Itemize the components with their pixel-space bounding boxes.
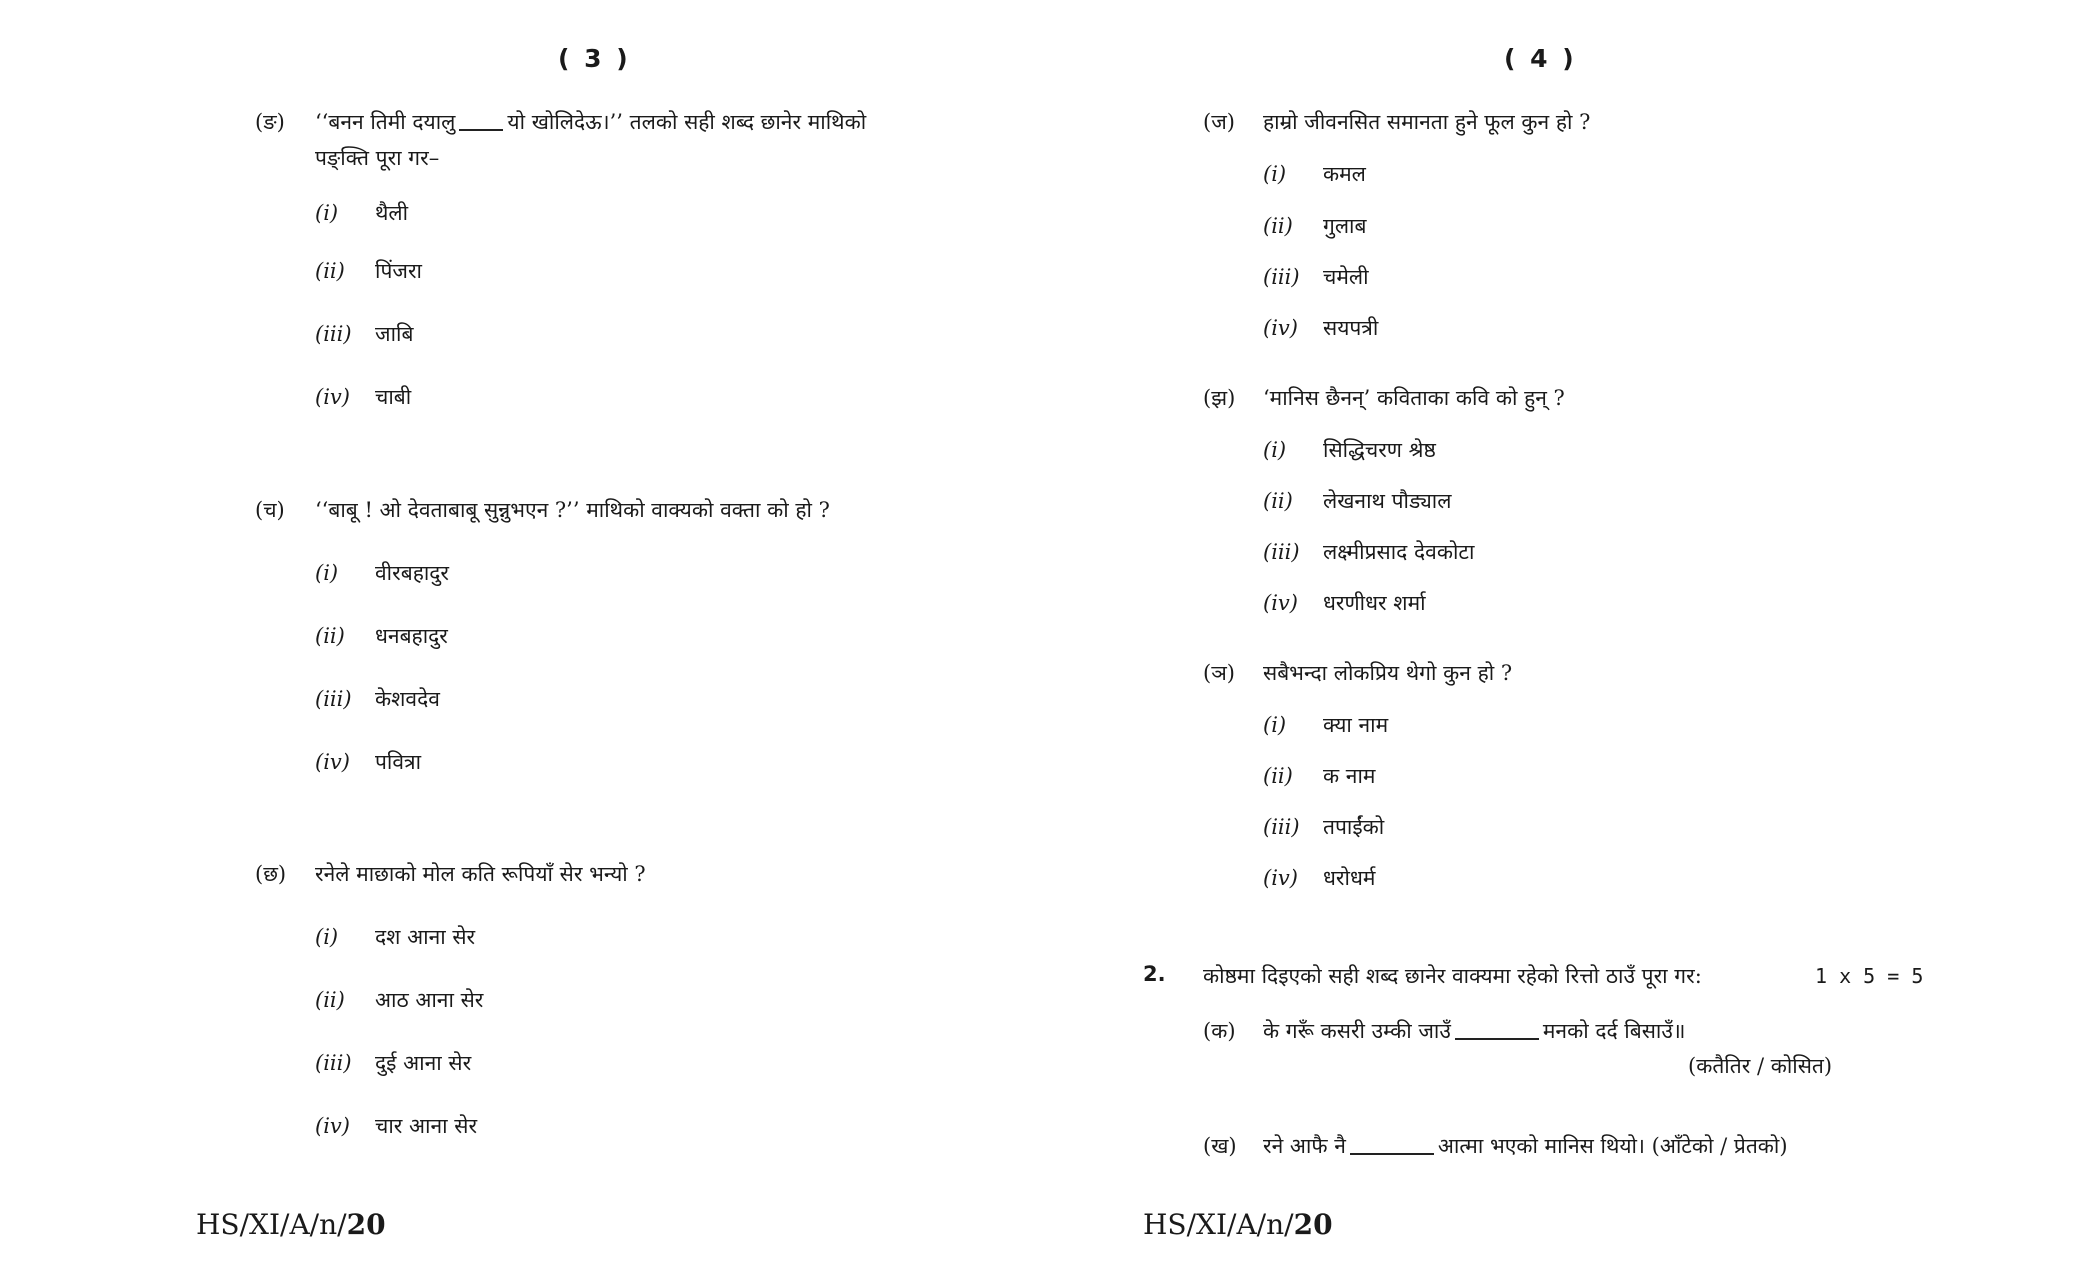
- option-text: दुई आना सेर: [375, 1051, 472, 1075]
- option-roman: (iv): [315, 750, 350, 774]
- question-text: के गरूँ कसरी उम्की जाउँ: [1263, 1019, 1451, 1043]
- option-text: थैली: [375, 201, 409, 225]
- option-roman: (i): [315, 925, 339, 949]
- fill-blank: [1350, 1153, 1434, 1155]
- question-cha: [255, 492, 955, 528]
- option-text: पिंजरा: [375, 259, 422, 283]
- option-roman: (iv): [1263, 591, 1298, 615]
- footer-prefix: HS/XI/A/n/: [1143, 1208, 1294, 1241]
- question-nga: [255, 104, 955, 176]
- option-text: लेखनाथ पौड्याल: [1323, 489, 1452, 513]
- option-roman: (iii): [1263, 815, 1300, 839]
- option-text: तपाईंको: [1323, 815, 1385, 839]
- question-kha: [1203, 1128, 1903, 1164]
- option-text: चार आना सेर: [375, 1114, 478, 1138]
- option-roman: (iii): [315, 322, 352, 346]
- fill-blank: [459, 129, 503, 131]
- option-roman: (ii): [1263, 764, 1293, 788]
- question-label: (छ): [255, 862, 287, 886]
- option-text: चाबी: [375, 385, 412, 409]
- question-2-instruction: [1203, 958, 1803, 994]
- option-text: दश आना सेर: [375, 925, 476, 949]
- option-text: जाबि: [375, 322, 414, 346]
- option-roman: (i): [1263, 438, 1287, 462]
- question-chha: [255, 856, 955, 892]
- option-roman: (ii): [1263, 489, 1293, 513]
- choices-text: (आँटेको / प्रेतको): [1651, 1134, 1788, 1158]
- option-roman: (iv): [315, 385, 350, 409]
- footer-number: 20: [346, 1208, 386, 1241]
- fill-blank: [1455, 1038, 1539, 1040]
- option-roman: (iii): [1263, 265, 1300, 289]
- option-roman: (iv): [315, 1114, 350, 1138]
- option-text: गुलाब: [1323, 214, 1367, 238]
- choices-text: (कतैतिर / कोसित): [1688, 1054, 1833, 1078]
- option-text: धरोधर्म: [1323, 866, 1376, 890]
- option-text: वीरबहादुर: [375, 561, 450, 585]
- question-ka: [1203, 1013, 1903, 1049]
- question-text: ‘‘बाबू ! ओ देवताबाबू सुन्नुभएन ?’’ माथिको वाक्यको वक्ता को हो ?: [315, 498, 830, 522]
- page-number: ( 4 ): [1504, 44, 1577, 73]
- option-roman: (iii): [315, 687, 352, 711]
- question-text: कोष्ठमा दिइएको सही शब्द छानेर वाक्यमा रहेको रित्तो ठाउँ पूरा गर:: [1203, 964, 1702, 988]
- question-text: हाम्रो जीवनसित समानता हुने फूल कुन हो ?: [1263, 110, 1591, 134]
- option-roman: (i): [315, 561, 339, 585]
- option-text: आठ आना सेर: [375, 988, 484, 1012]
- question-jha: [1203, 380, 1903, 416]
- question-text: पङ्क्ति पूरा गर–: [315, 146, 440, 170]
- question-label: (ख): [1203, 1134, 1237, 1158]
- footer-prefix: HS/XI/A/n/: [196, 1208, 347, 1241]
- option-roman: (iii): [315, 1051, 352, 1075]
- option-text: क नाम: [1323, 764, 1376, 788]
- question-number: 2.: [1143, 962, 1166, 986]
- question-label: (ङ): [255, 110, 285, 134]
- question-label: (क): [1203, 1019, 1236, 1043]
- question-text: ‘मानिस छैनन्’ कविताका कवि को हुन् ?: [1263, 386, 1565, 410]
- option-text: क्या नाम: [1323, 713, 1389, 737]
- option-text: केशवदेव: [375, 687, 440, 711]
- footer-number: 20: [1293, 1208, 1333, 1241]
- question-label: (च): [255, 498, 285, 522]
- option-text: लक्ष्मीप्रसाद देवकोटा: [1323, 540, 1475, 564]
- option-roman: (ii): [315, 988, 345, 1012]
- page-number: ( 3 ): [558, 44, 631, 73]
- option-roman: (iv): [1263, 316, 1298, 340]
- answer-choices: [1688, 1048, 1888, 1084]
- option-roman: (i): [1263, 162, 1287, 186]
- footer-code: [196, 1208, 386, 1241]
- option-roman: (ii): [1263, 214, 1293, 238]
- option-text: कमल: [1323, 162, 1366, 186]
- question-label: (झ): [1203, 386, 1236, 410]
- question-ja: [1203, 104, 1903, 140]
- question-text: मनको दर्द बिसाउँ॥: [1542, 1019, 1686, 1043]
- option-roman: (ii): [315, 259, 345, 283]
- question-text: सबैभन्दा लोकप्रिय थेगो कुन हो ?: [1263, 661, 1513, 685]
- question-nya: [1203, 655, 1903, 691]
- option-text: धरणीधर शर्मा: [1323, 591, 1426, 615]
- question-label: (ज): [1203, 110, 1235, 134]
- option-text: सयपत्री: [1323, 316, 1379, 340]
- option-text: चमेली: [1323, 265, 1369, 289]
- option-roman: (iv): [1263, 866, 1298, 890]
- option-roman: (i): [315, 201, 339, 225]
- question-label: (ञ): [1203, 661, 1235, 685]
- option-text: पवित्रा: [375, 750, 422, 774]
- marks-allocation: 1 x 5 = 5: [1815, 964, 1924, 988]
- question-text: रने आफै नै: [1263, 1134, 1346, 1158]
- option-roman: (i): [1263, 713, 1287, 737]
- option-roman: (ii): [315, 624, 345, 648]
- question-text: रनेले माछाको मोल कति रूपियाँ सेर भन्यो ?: [315, 862, 646, 886]
- question-text: ‘‘बनन तिमी दयालु: [315, 110, 456, 134]
- footer-code: [1143, 1208, 1333, 1241]
- option-text: धनबहादुर: [375, 624, 448, 648]
- question-text: यो खोलिदेऊ।’’ तलको सही शब्द छानेर माथिको: [507, 110, 867, 134]
- question-text: आत्मा भएको मानिस थियो।: [1437, 1134, 1645, 1158]
- option-roman: (iii): [1263, 540, 1300, 564]
- option-text: सिद्धिचरण श्रेष्ठ: [1323, 438, 1436, 462]
